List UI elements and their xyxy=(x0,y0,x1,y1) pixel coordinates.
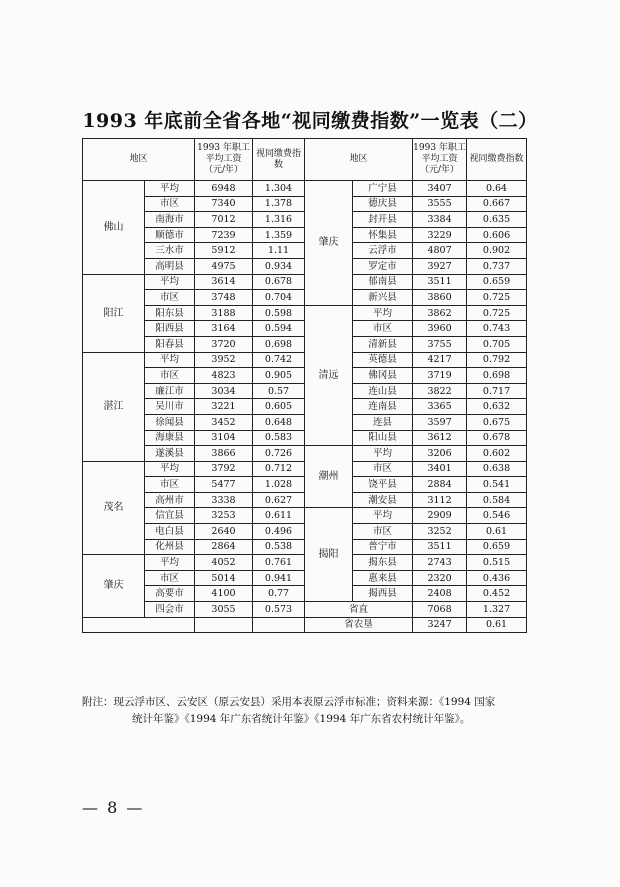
region-sub-cell: 普宁市 xyxy=(353,539,413,555)
index-cell: 0.496 xyxy=(253,524,305,540)
region-sub-cell: 市区 xyxy=(353,321,413,337)
region-sub-cell: 揭西县 xyxy=(353,586,413,602)
wage-cell: 3188 xyxy=(195,305,253,321)
region-sub-cell: 廉江市 xyxy=(145,383,195,399)
region-sub-cell: 阳山县 xyxy=(353,430,413,446)
index-cell: 1.327 xyxy=(467,602,527,618)
table-header-row xyxy=(83,139,527,181)
region-sub-cell: 市区 xyxy=(145,290,195,306)
region-name-cell: 肇庆 xyxy=(305,181,353,306)
wage-cell: 3960 xyxy=(413,321,467,337)
index-cell: 0.541 xyxy=(467,477,527,493)
region-name-cell: 揭阳 xyxy=(305,508,353,602)
wage-cell: 3112 xyxy=(413,492,467,508)
wage-cell: 3401 xyxy=(413,461,467,477)
index-cell: 0.627 xyxy=(253,492,305,508)
wage-cell: 4217 xyxy=(413,352,467,368)
region-sub-cell: 云浮市 xyxy=(353,243,413,259)
wage-cell: 3252 xyxy=(413,524,467,540)
region-sub-cell: 连县 xyxy=(353,414,413,430)
region-sub-cell: 清新县 xyxy=(353,336,413,352)
index-cell: 0.583 xyxy=(253,430,305,446)
footnote xyxy=(82,694,552,728)
wage-cell: 2640 xyxy=(195,524,253,540)
page-number: — 8 — xyxy=(82,798,145,817)
region-sub-cell: 电白县 xyxy=(145,524,195,540)
index-cell: 0.726 xyxy=(253,446,305,462)
index-cell: 0.584 xyxy=(467,492,527,508)
index-cell: 0.64 xyxy=(467,181,527,197)
wage-cell: 2320 xyxy=(413,570,467,586)
region-sub-cell: 佛冈县 xyxy=(353,368,413,384)
region-sub-cell: 平均 xyxy=(145,555,195,571)
wage-cell: 3034 xyxy=(195,383,253,399)
region-sub-cell: 高州市 xyxy=(145,492,195,508)
index-cell: 1.359 xyxy=(253,227,305,243)
region-sub-cell: 平均 xyxy=(353,305,413,321)
footnote-line-1: 附注：现云浮市区、云安区（原云安县）采用本表原云浮市标准；资料来源：《1994 国家 xyxy=(82,696,496,708)
region-name-cell: 佛山 xyxy=(83,181,145,275)
wage-cell: 7068 xyxy=(413,602,467,618)
wage-cell: 3164 xyxy=(195,321,253,337)
region-sub-cell: 饶平县 xyxy=(353,477,413,493)
table-row xyxy=(83,508,527,524)
index-cell: 0.712 xyxy=(253,461,305,477)
index-cell: 0.538 xyxy=(253,539,305,555)
index-cell: 0.667 xyxy=(467,196,527,212)
index-cell: 0.934 xyxy=(253,258,305,274)
index-cell: 0.905 xyxy=(253,368,305,384)
wage-cell: 4975 xyxy=(195,258,253,274)
index-cell: 1.11 xyxy=(253,243,305,259)
region-sub-cell: 罗定市 xyxy=(353,258,413,274)
region-name-cell: 潮州 xyxy=(305,446,353,508)
wage-cell: 2408 xyxy=(413,586,467,602)
region-sub-cell: 德庆县 xyxy=(353,196,413,212)
region-name-cell: 阳江 xyxy=(83,274,145,352)
index-table xyxy=(82,138,527,633)
index-cell: 0.725 xyxy=(467,305,527,321)
wage-cell: 3229 xyxy=(413,227,467,243)
region-sub-cell: 英德县 xyxy=(353,352,413,368)
index-cell: 0.792 xyxy=(467,352,527,368)
region-sub-cell: 顺德市 xyxy=(145,227,195,243)
region-sub-cell: 封开县 xyxy=(353,212,413,228)
region-sub-cell: 三水市 xyxy=(145,243,195,259)
header-area-right: 地区 xyxy=(305,139,413,181)
index-cell: 0.61 xyxy=(467,617,527,633)
empty-cell xyxy=(83,617,195,633)
wage-cell: 4052 xyxy=(195,555,253,571)
index-cell: 0.606 xyxy=(467,227,527,243)
index-cell: 0.638 xyxy=(467,461,527,477)
index-cell: 0.632 xyxy=(467,399,527,415)
wage-cell: 7012 xyxy=(195,212,253,228)
region-sub-cell: 高明县 xyxy=(145,258,195,274)
wage-cell: 3860 xyxy=(413,290,467,306)
wage-cell: 3055 xyxy=(195,602,253,618)
region-sub-cell: 信宜县 xyxy=(145,508,195,524)
wage-cell: 3384 xyxy=(413,212,467,228)
index-cell: 1.378 xyxy=(253,196,305,212)
index-cell: 0.743 xyxy=(467,321,527,337)
region-sub-cell: 省直 xyxy=(305,602,413,618)
wage-cell: 3927 xyxy=(413,258,467,274)
index-cell: 0.452 xyxy=(467,586,527,602)
empty-cell xyxy=(195,617,253,633)
wage-cell: 3862 xyxy=(413,305,467,321)
empty-cell xyxy=(253,617,305,633)
region-sub-cell: 吴川市 xyxy=(145,399,195,415)
region-sub-cell: 市区 xyxy=(145,477,195,493)
page-title: 1993 年底前全省各地“视同缴费指数”一览表（二） xyxy=(82,110,538,132)
region-sub-cell: 平均 xyxy=(353,446,413,462)
index-cell: 0.678 xyxy=(253,274,305,290)
region-sub-cell: 市区 xyxy=(145,196,195,212)
region-sub-cell: 市区 xyxy=(353,524,413,540)
region-sub-cell: 平均 xyxy=(353,508,413,524)
wage-cell: 3748 xyxy=(195,290,253,306)
index-cell: 1.316 xyxy=(253,212,305,228)
wage-cell: 3511 xyxy=(413,539,467,555)
region-name-cell: 肇庆 xyxy=(83,555,145,617)
index-cell: 0.717 xyxy=(467,383,527,399)
wage-cell: 4823 xyxy=(195,368,253,384)
index-cell: 0.742 xyxy=(253,352,305,368)
wage-cell: 3338 xyxy=(195,492,253,508)
wage-cell: 3221 xyxy=(195,399,253,415)
index-cell: 0.902 xyxy=(467,243,527,259)
table-row xyxy=(83,181,527,197)
index-cell: 0.659 xyxy=(467,274,527,290)
header-index-left: 视同缴费指数 xyxy=(253,139,305,181)
wage-cell: 3822 xyxy=(413,383,467,399)
region-name-cell: 湛江 xyxy=(83,352,145,461)
region-sub-cell: 市区 xyxy=(145,368,195,384)
index-cell: 0.602 xyxy=(467,446,527,462)
region-sub-cell: 省农垦 xyxy=(305,617,413,633)
index-cell: 0.725 xyxy=(467,290,527,306)
table-row xyxy=(83,446,527,462)
index-cell: 0.648 xyxy=(253,414,305,430)
region-sub-cell: 连南县 xyxy=(353,399,413,415)
wage-cell: 6948 xyxy=(195,181,253,197)
region-sub-cell: 高要市 xyxy=(145,586,195,602)
wage-cell: 2884 xyxy=(413,477,467,493)
region-sub-cell: 徐闻县 xyxy=(145,414,195,430)
index-cell: 0.704 xyxy=(253,290,305,306)
footnote-line-2: 统计年鉴》《1994 年广东省统计年鉴》《1994 年广东省农村统计年鉴》。 xyxy=(132,713,471,725)
region-sub-cell: 阳春县 xyxy=(145,336,195,352)
region-sub-cell: 化州县 xyxy=(145,539,195,555)
wage-cell: 4807 xyxy=(413,243,467,259)
index-cell: 0.611 xyxy=(253,508,305,524)
index-cell: 0.941 xyxy=(253,570,305,586)
wage-cell: 3206 xyxy=(413,446,467,462)
wage-cell: 3365 xyxy=(413,399,467,415)
index-cell: 0.515 xyxy=(467,555,527,571)
wage-cell: 3612 xyxy=(413,430,467,446)
wage-cell: 2864 xyxy=(195,539,253,555)
region-sub-cell: 市区 xyxy=(145,570,195,586)
index-cell: 0.698 xyxy=(253,336,305,352)
index-cell: 0.659 xyxy=(467,539,527,555)
region-sub-cell: 四会市 xyxy=(145,602,195,618)
header-wage-left: 1993 年职工平均工资（元/年） xyxy=(195,139,253,181)
region-sub-cell: 市区 xyxy=(353,461,413,477)
region-sub-cell: 遂溪县 xyxy=(145,446,195,462)
region-sub-cell: 阳西县 xyxy=(145,321,195,337)
wage-cell: 3253 xyxy=(195,508,253,524)
wage-cell: 3952 xyxy=(195,352,253,368)
region-sub-cell: 潮安县 xyxy=(353,492,413,508)
wage-cell: 5014 xyxy=(195,570,253,586)
region-sub-cell: 广宁县 xyxy=(353,181,413,197)
index-cell: 0.598 xyxy=(253,305,305,321)
index-cell: 0.573 xyxy=(253,602,305,618)
index-cell: 0.705 xyxy=(467,336,527,352)
wage-cell: 3719 xyxy=(413,368,467,384)
region-sub-cell: 南海市 xyxy=(145,212,195,228)
index-cell: 0.436 xyxy=(467,570,527,586)
wage-cell: 3614 xyxy=(195,274,253,290)
region-name-cell: 茂名 xyxy=(83,461,145,555)
wage-cell: 3407 xyxy=(413,181,467,197)
wage-cell: 3866 xyxy=(195,446,253,462)
wage-cell: 3452 xyxy=(195,414,253,430)
region-sub-cell: 揭东县 xyxy=(353,555,413,571)
index-cell: 0.698 xyxy=(467,368,527,384)
region-sub-cell: 平均 xyxy=(145,461,195,477)
table-row xyxy=(83,305,527,321)
region-sub-cell: 新兴县 xyxy=(353,290,413,306)
index-cell: 0.594 xyxy=(253,321,305,337)
table-row xyxy=(83,602,527,618)
region-name-cell: 清远 xyxy=(305,305,353,445)
index-cell: 0.57 xyxy=(253,383,305,399)
index-cell: 0.678 xyxy=(467,430,527,446)
wage-cell: 3555 xyxy=(413,196,467,212)
index-cell: 0.77 xyxy=(253,586,305,602)
wage-cell: 3755 xyxy=(413,336,467,352)
region-sub-cell: 平均 xyxy=(145,274,195,290)
index-cell: 0.635 xyxy=(467,212,527,228)
index-cell: 1.304 xyxy=(253,181,305,197)
region-sub-cell: 海康县 xyxy=(145,430,195,446)
index-cell: 0.761 xyxy=(253,555,305,571)
region-sub-cell: 阳东县 xyxy=(145,305,195,321)
wage-cell: 5477 xyxy=(195,477,253,493)
wage-cell: 4100 xyxy=(195,586,253,602)
region-sub-cell: 连山县 xyxy=(353,383,413,399)
index-cell: 0.546 xyxy=(467,508,527,524)
index-cell: 0.737 xyxy=(467,258,527,274)
header-index-right: 视同缴费指数 xyxy=(467,139,527,181)
region-sub-cell: 平均 xyxy=(145,181,195,197)
region-sub-cell: 平均 xyxy=(145,352,195,368)
index-cell: 0.675 xyxy=(467,414,527,430)
wage-cell: 3597 xyxy=(413,414,467,430)
region-sub-cell: 怀集县 xyxy=(353,227,413,243)
wage-cell: 3511 xyxy=(413,274,467,290)
region-sub-cell: 郁南县 xyxy=(353,274,413,290)
wage-cell: 3720 xyxy=(195,336,253,352)
index-cell: 0.61 xyxy=(467,524,527,540)
header-wage-right: 1993 年职工平均工资（元/年） xyxy=(413,139,467,181)
wage-cell: 3104 xyxy=(195,430,253,446)
wage-cell: 3247 xyxy=(413,617,467,633)
index-cell: 1.028 xyxy=(253,477,305,493)
wage-cell: 2743 xyxy=(413,555,467,571)
table-row xyxy=(83,617,527,633)
wage-cell: 3792 xyxy=(195,461,253,477)
wage-cell: 5912 xyxy=(195,243,253,259)
index-cell: 0.605 xyxy=(253,399,305,415)
wage-cell: 7239 xyxy=(195,227,253,243)
header-area-left: 地区 xyxy=(83,139,195,181)
wage-cell: 7340 xyxy=(195,196,253,212)
region-sub-cell: 惠来县 xyxy=(353,570,413,586)
wage-cell: 2909 xyxy=(413,508,467,524)
